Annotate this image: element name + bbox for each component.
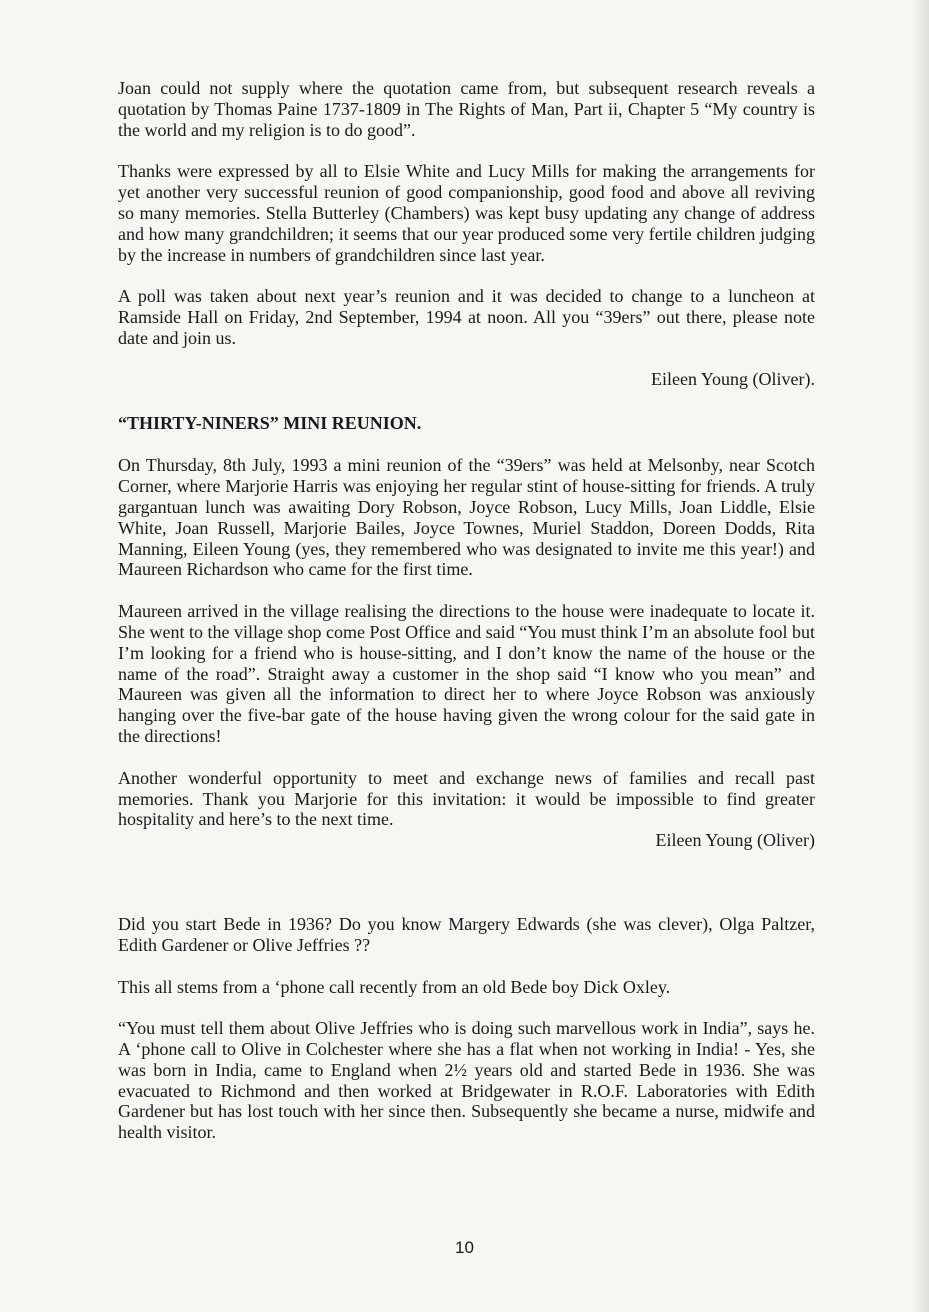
paragraph-maureen: Maureen arrived in the village realising the directions to the house were inadequate to locate it. She went to the village shop come Post Office and said “You must think I’m an absolute fool but I’m looking for a friend who is house-sitting, and I don’t know the name of the house or the name of the road”. Straight away a customer in the shop said “I know who you mean” and Maureen was given all the information to direct her to where Joyce Robson was anxiously hanging over the five-bar gate of the house having given the wrong colour for the said gate in the directions! <box>118 601 815 746</box>
page-number: 10 <box>455 1238 474 1257</box>
signature-1: Eileen Young (Oliver). <box>651 368 815 389</box>
paragraph-poll: A poll was taken about next year’s reunion and it was decided to change to a luncheon at Ramside Hall on Friday, 2nd September, 1994 at noon. All you “39ers” out there, please note date and join us. <box>118 286 815 348</box>
section-heading: “THIRTY-NINERS” MINI REUNION. <box>118 412 422 433</box>
signature-2: Eileen Young (Oliver) <box>655 830 815 851</box>
paragraph-thanks: Thanks were expressed by all to Elsie White and Lucy Mills for making the arrangements for yet another very successful reunion of good companionship, good food and above all reviving so many memories. Stella Butterley (Chambers) was kept busy updating any change of address and how many grandchildren; it seems that our year produced some very fertile children judging by the increase in numbers of grandchildren since last year. <box>118 161 815 265</box>
paragraph-bede-1936: Did you start Bede in 1936? Do you know Margery Edwards (she was clever), Olga Paltzer, Edith Gardener or Olive Jeffries ?? <box>118 913 815 955</box>
paragraph-olive-jeffries: “You must tell them about Olive Jeffries who is doing such marvellous work in India”, says he. A ‘phone call to Olive in Colchester where she has a flat when not working in India! - Yes, she was born in India, came to England when 2½ years old and started Bede in 1936. She was evacuated to Richmond and then worked at Bridgewater in R.O.F. Laboratories with Edith Gardener but has lost touch with her since then. Subsequently she became a nurse, midwife and health visitor. <box>118 1018 815 1143</box>
paragraph-another-opportunity: Another wonderful opportunity to meet and exchange news of families and recall past memories. Thank you Marjorie for this invitation: it would be impossible to find greater hospitality and here’s to the next time. <box>118 767 815 830</box>
document-body <box>118 78 815 1143</box>
paragraph-quotation: Joan could not supply where the quotation came from, but subsequent research reveals a quotation by Thomas Paine 1737-1809 in The Rights of Man, Part ii, Chapter 5 “My country is the world and my religion is to do good”. <box>118 78 815 140</box>
paragraph-mini-reunion: On Thursday, 8th July, 1993 a mini reunion of the “39ers” was held at Melsonby, near Scotch Corner, where Marjorie Harris was enjoying her regular stint of house-sitting for friends. A truly gargantuan lunch was awaiting Dory Robson, Joyce Robson, Lucy Mills, Joan Liddle, Elsie White, Joan Russell, Marjorie Bailes, Joyce Townes, Muriel Staddon, Doreen Dodds, Rita Manning, Eileen Young (yes, they remembered who was designated to invite me this year!) and Maureen Richardson who came for the first time. <box>118 455 815 580</box>
page-edge-shadow <box>911 0 929 1312</box>
paragraph-phone-call: This all stems from a ‘phone call recently from an old Bede boy Dick Oxley. <box>118 976 671 997</box>
